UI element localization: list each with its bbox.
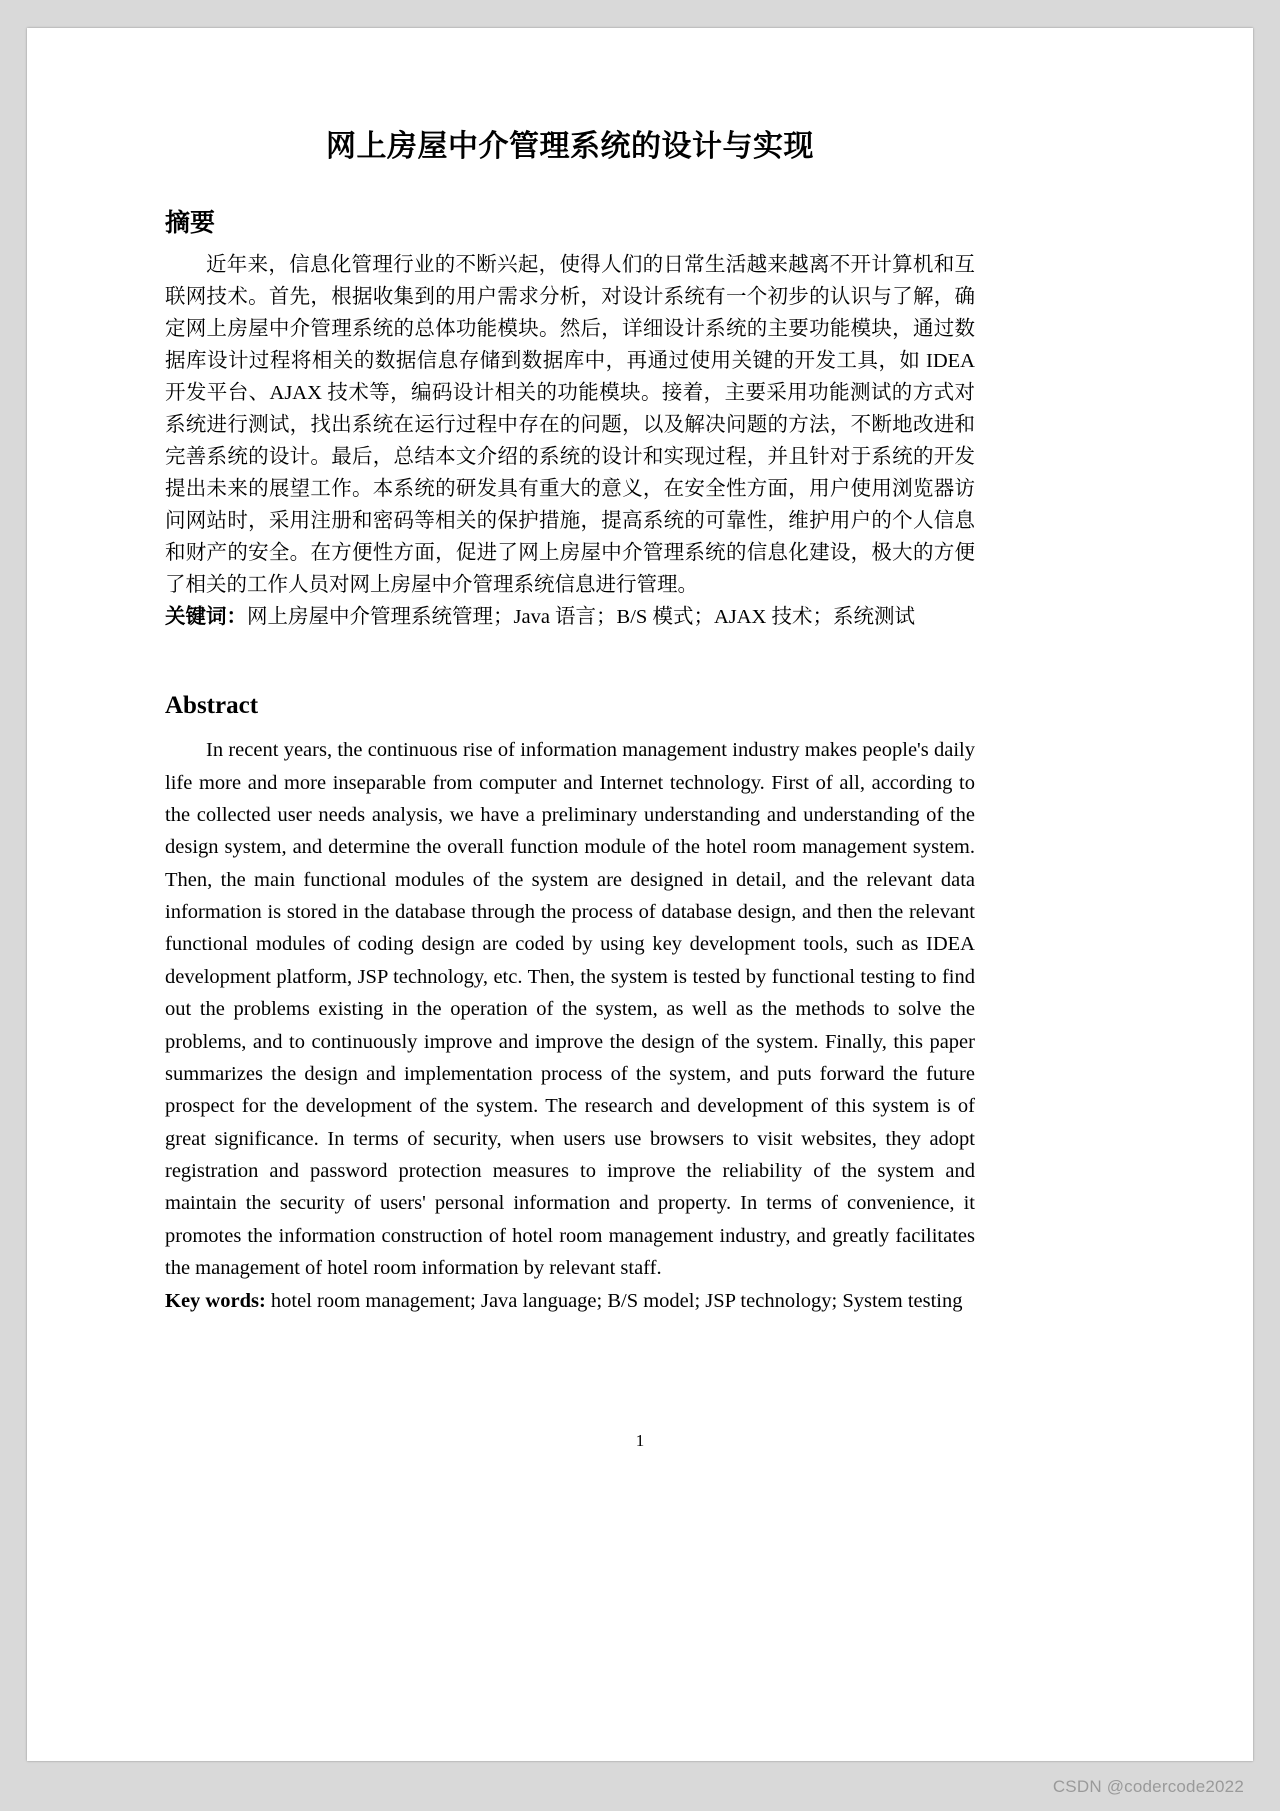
abstract-cn-keywords <box>165 602 975 634</box>
page-number: 1 <box>635 1431 645 1450</box>
watermark-label: CSDN @codercode2022 <box>1052 1777 1244 1796</box>
document-page <box>27 28 1253 1761</box>
page-content <box>165 128 975 1317</box>
abstract-cn-keywords-label: 关键词： <box>165 605 247 628</box>
abstract-en-body: In recent years, the continuous rise of information management industry makes people's daily life more and more inseparable from computer and Internet technology. First of all, according to the collected user needs analysis, we have a preliminary understanding and understanding of the design system, and determine the overall function module of the hotel room management system. Then, the main functional modules of the system are designed in detail, and the relevant data information is stored in the database through the process of database design, and then the relevant functional modules of coding design are coded by using key development tools, such as IDEA development platform, JSP technology, etc. Then, the system is tested by functional testing to find out the problems existing in the operation of the system, as well as the methods to solve the problems, and to continuously improve and improve the design of the system. Finally, this paper summarizes the design and implementation process of the system, and puts forward the future prospect for the development of the system. The research and development of this system is of great significance. In terms of security, when users use browsers to visit websites, they adopt registration and password protection measures to improve the reliability of the system and maintain the security of users' personal information and property. In terms of convenience, it promotes the information construction of hotel room management industry, and greatly facilitates the management of hotel room information by relevant staff. <box>165 739 975 1280</box>
abstract-en-keywords <box>165 1285 975 1317</box>
page-title: 网上房屋中介管理系统的设计与实现 <box>326 130 814 163</box>
abstract-cn-body: 近年来，信息化管理行业的不断兴起，使得人们的日常生活越来越离不开计算机和互联网技术。首先，根据收集到的用户需求分析，对设计系统有一个初步的认识与了解，确定网上房屋中介管理系统的总体功能模块。然后，详细设计系统的主要功能模块，通过数据库设计过程将相关的数据信息存储到数据库中，再通过使用关键的开发工具，如 IDEA 开发平台、AJAX 技术等，编码设计相关的功能模块。接着，主要采用功能测试的方式对系统进行测试，找出系统在运行过程中存在的问题，以及解决问题的方法，不断地改进和完善系统的设计。最后，总结本文介绍的系统的设计和实现过程，并且针对于系统的开发提出未来的展望工作。本系统的研发具有重大的意义，在安全性方面，用户使用浏览器访问网站时，采用注册和密码等相关的保护措施，提高系统的可靠性，维护用户的个人信息和财产的安全。在方便性方面，促进了网上房屋中介管理系统的信息化建设，极大的方便了相关的工作人员对网上房屋中介管理系统信息进行管理。 <box>165 254 975 596</box>
section-spacer <box>165 634 975 690</box>
abstract-en-keywords-value: hotel room management; Java language; B/S model; JSP technology; System testing <box>270 1289 963 1312</box>
abstract-cn-heading: 摘要 <box>165 209 216 237</box>
abstract-en-heading: Abstract <box>165 691 259 719</box>
abstract-en-keywords-label: Key words: <box>165 1289 271 1312</box>
abstract-cn-keywords-value: 网上房屋中介管理系统管理；Java 语言；B/S 模式；AJAX 技术；系统测试 <box>247 605 915 628</box>
